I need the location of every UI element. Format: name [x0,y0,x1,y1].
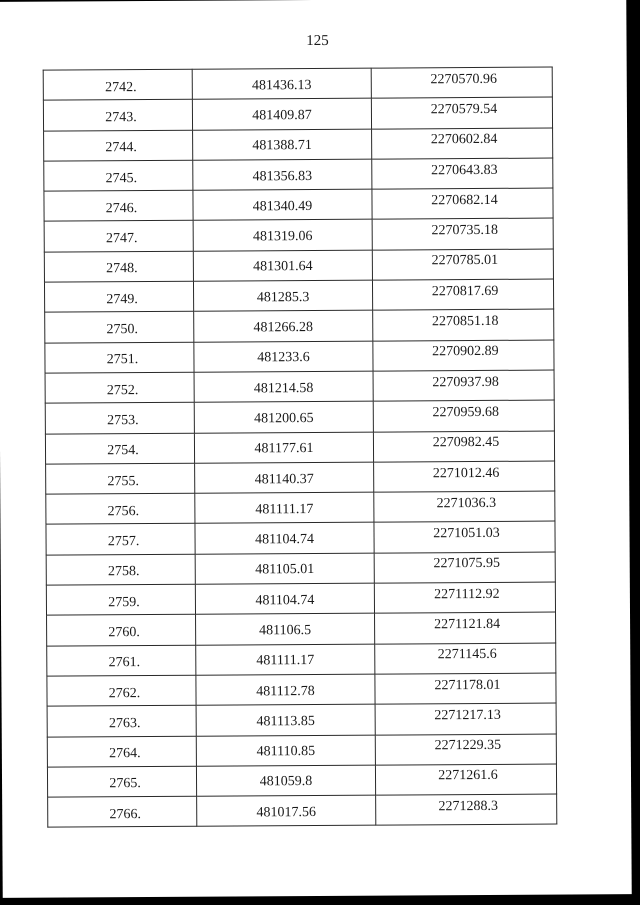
point-number-cell [44,130,193,161]
y-coordinate-cell [373,340,554,371]
point-number-cell [46,463,195,494]
point-number-cell [47,645,196,676]
y-coordinate-text: 2271178.01 [434,677,501,693]
point-number-cell [48,796,197,827]
y-coordinate-text: 2271288.3 [438,798,498,815]
y-coordinate-cell [375,643,556,674]
x-coordinate-cell [194,341,373,372]
y-coordinate-cell [374,552,555,583]
x-coordinate-text: 481111.17 [256,653,315,669]
point-number-text: 2765. [109,776,141,792]
x-coordinate-cell [193,189,372,220]
point-number-cell [46,493,195,524]
point-number-text: 2752. [106,382,139,398]
point-number-cell [47,615,196,646]
y-coordinate-text: 2270602.84 [430,132,498,148]
point-number-cell [44,281,193,312]
y-coordinate-cell [375,734,556,765]
y-coordinate-text: 2271075.95 [433,556,501,572]
point-number-text: 2766. [109,806,142,823]
table-row [44,279,553,312]
table-row [45,309,554,342]
x-coordinate-text: 481104.74 [255,592,315,609]
x-coordinate-text: 481285.3 [256,289,310,306]
y-coordinate-text: 2270851.18 [431,313,499,330]
point-number-text: 2746. [105,200,138,217]
x-coordinate-cell [195,583,374,614]
x-coordinate-cell [194,432,373,463]
point-number-text: 2763. [108,715,141,732]
y-coordinate-text: 2271036.3 [436,495,497,512]
table-row [47,612,556,645]
x-coordinate-cell [194,401,373,432]
x-coordinate-cell [192,98,371,129]
point-number-text: 2756. [107,503,140,520]
x-coordinate-text: 481200.65 [254,410,314,427]
x-coordinate-text: 481177.61 [254,441,314,457]
point-number-cell [45,402,194,433]
x-coordinate-cell [196,644,375,675]
x-coordinate-text: 481105.01 [255,562,315,578]
point-number-cell [43,69,192,100]
table-row [45,340,554,373]
x-coordinate-cell [196,765,375,796]
point-number-text: 2743. [105,110,137,126]
x-coordinate-text: 481059.8 [259,774,313,790]
point-number-cell [44,251,193,282]
point-number-cell [45,342,194,373]
table-row [44,219,553,252]
x-coordinate-text: 481409.87 [252,107,312,124]
y-coordinate-cell [373,431,554,462]
point-number-cell [43,100,192,131]
y-coordinate-cell [372,158,553,189]
point-number-text: 2755. [107,473,139,489]
x-coordinate-cell [193,159,372,190]
x-coordinate-text: 481112.78 [256,683,315,699]
point-number-text: 2753. [107,412,139,429]
point-number-text: 2748. [106,261,138,277]
x-coordinate-text: 481436.13 [251,77,312,94]
point-number-cell [47,705,196,736]
table-row [44,188,553,221]
x-coordinate-text: 481111.17 [255,501,314,518]
table-row [43,67,552,100]
point-number-cell [47,766,196,797]
y-coordinate-cell [375,673,556,704]
point-number-cell [44,221,193,252]
y-coordinate-text: 2270982.45 [432,435,500,451]
point-number-text: 2750. [106,322,139,338]
point-number-text: 2761. [108,655,141,671]
x-coordinate-cell [193,280,372,311]
table-row [46,521,555,554]
y-coordinate-text: 2270817.69 [431,283,499,299]
table-row [47,673,556,706]
y-coordinate-cell [375,612,556,643]
y-coordinate-text: 2270570.96 [430,71,498,87]
point-number-cell [46,524,195,555]
x-coordinate-text: 481319.06 [252,229,313,245]
x-coordinate-cell [195,523,374,554]
y-coordinate-text: 2271012.46 [432,465,500,481]
x-coordinate-cell [195,492,374,523]
table-row [47,643,556,676]
x-coordinate-cell [193,220,372,251]
x-coordinate-cell [196,704,375,735]
table-row [46,491,555,524]
y-coordinate-text: 2270902.89 [432,344,499,360]
x-coordinate-text: 481106.5 [259,623,312,639]
y-coordinate-cell [375,703,556,734]
x-coordinate-cell [194,311,373,342]
x-coordinate-cell [196,735,375,766]
table-row [47,764,556,797]
x-coordinate-text: 481214.58 [253,380,314,396]
x-coordinate-text: 481110.85 [256,744,316,760]
y-coordinate-cell [374,521,555,552]
point-number-text: 2751. [106,352,139,368]
table-row [48,794,557,827]
table-row [44,158,553,191]
y-coordinate-cell [373,370,554,401]
x-coordinate-text: 481233.6 [257,350,310,366]
point-number-text: 2757. [107,534,140,550]
table-row [47,703,556,736]
point-number-text: 2744. [105,140,137,156]
y-coordinate-text: 2270937.98 [432,374,499,390]
table-row [44,128,553,161]
y-coordinate-text: 2271217.13 [434,707,501,724]
point-number-text: 2760. [108,625,140,641]
point-number-text: 2749. [106,291,138,307]
coordinates-table [43,67,558,829]
y-coordinate-cell [372,249,553,280]
page-number: 125 [306,32,329,50]
point-number-text: 2762. [108,685,141,701]
y-coordinate-cell [376,794,557,825]
table-row [43,97,552,130]
x-coordinate-text: 481356.83 [252,168,313,184]
x-coordinate-cell [193,250,372,281]
point-number-cell [45,433,194,464]
point-number-cell [44,160,193,191]
y-coordinate-cell [371,97,552,128]
point-number-text: 2745. [105,170,138,186]
x-coordinate-cell [195,462,374,493]
table-row [46,582,555,615]
y-coordinate-text: 2270579.54 [430,101,498,118]
y-coordinate-text: 2270643.83 [431,162,498,178]
point-number-cell [47,675,196,706]
point-number-cell [44,190,193,221]
y-coordinate-text: 2271112.92 [434,586,500,602]
x-coordinate-cell [196,613,375,644]
y-coordinate-text: 2271051.03 [433,525,500,542]
x-coordinate-cell [196,674,375,705]
table-row [45,370,554,403]
x-coordinate-cell [197,795,376,826]
table-body [43,67,557,828]
y-coordinate-cell [372,279,553,310]
y-coordinate-text: 2270682.14 [431,192,498,209]
x-coordinate-text: 481340.49 [252,198,313,215]
point-number-cell [46,584,195,615]
x-coordinate-text: 481388.71 [252,138,312,154]
point-number-text: 2759. [108,594,140,610]
table-row [45,400,554,433]
y-coordinate-cell [373,400,554,431]
point-number-text: 2742. [104,79,137,95]
y-coordinate-cell [375,764,556,795]
table-row [44,249,553,282]
table-row [47,734,556,767]
y-coordinate-text: 2270959.68 [432,404,500,421]
point-number-text: 2747. [105,231,138,247]
x-coordinate-cell [192,68,371,99]
point-number-cell [46,554,195,585]
point-number-text: 2764. [109,746,141,762]
y-coordinate-cell [372,128,553,159]
y-coordinate-cell [372,188,553,219]
y-coordinate-cell [374,582,555,613]
point-number-text: 2754. [107,443,139,459]
table-row [46,552,555,585]
x-coordinate-cell [194,371,373,402]
x-coordinate-text: 481266.28 [253,320,314,336]
y-coordinate-text: 2270785.01 [431,253,499,269]
x-coordinate-text: 481140.37 [254,471,314,487]
x-coordinate-cell [193,129,372,160]
x-coordinate-text: 481301.64 [253,259,313,275]
x-coordinate-text: 481017.56 [256,804,317,821]
point-number-cell [47,736,196,767]
table-row [45,431,554,464]
y-coordinate-text: 2271121.84 [434,616,501,633]
point-number-cell [45,312,194,343]
y-coordinate-cell [374,491,555,522]
x-coordinate-cell [195,553,374,584]
y-coordinate-text: 2270735.18 [431,223,498,239]
x-coordinate-text: 481113.85 [256,713,315,730]
point-number-cell [45,372,194,403]
table-row [46,461,555,494]
y-coordinate-cell [373,309,554,340]
y-coordinate-text: 2271229.35 [434,738,502,754]
point-number-text: 2758. [107,564,140,580]
y-coordinate-cell [374,461,555,492]
y-coordinate-text: 2271145.6 [437,647,497,663]
y-coordinate-cell [372,219,553,250]
y-coordinate-cell [371,67,552,98]
y-coordinate-text: 2271261.6 [438,768,498,784]
x-coordinate-text: 481104.74 [255,532,315,548]
